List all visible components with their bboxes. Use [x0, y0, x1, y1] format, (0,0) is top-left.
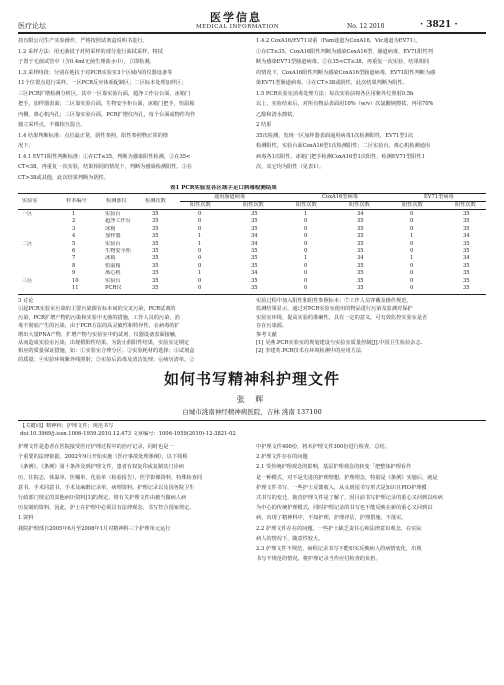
article-title: 如何书写精神科护理文件 [163, 370, 340, 388]
header-rule [18, 32, 486, 34]
table-cell-a2: 34 [251, 233, 258, 240]
text-line: 35次检测，发现一区加样器表面通用病毒1次检测阳性，EV71型1次 [256, 132, 414, 139]
text-line: 相应的质量保证措施，如：①实验室合理分区；②实验耗材的选择；③试剂盒 [18, 348, 195, 355]
table-row [18, 248, 486, 255]
text-line: 乙醇和清水擦拭。 [256, 111, 298, 118]
table-cell-a2: 35 [251, 248, 258, 254]
table-cell-a1: 0 [198, 255, 202, 262]
table-row [18, 211, 486, 218]
table-cell-a1: 0 [198, 218, 202, 225]
table-cell-pos: 恒温箱 [105, 262, 121, 269]
table-cell-pos: 实验台 [105, 240, 121, 247]
text-line: CT>38或其他，此次结果判断为阴性。 [18, 174, 110, 181]
table-cell-c2: 35 [463, 262, 470, 269]
table-cell-a1: 0 [198, 225, 202, 232]
text-line: [2] 李建英.PCR技术在环境检测中的应用方法. [256, 348, 363, 355]
table-cell-a1: 0 [198, 277, 202, 284]
table-cell-b2: 35 [357, 233, 364, 240]
article-affiliation: 白城市洮南神经精神病医院，吉林 洮南 137100 [182, 408, 322, 416]
table-cell-b1: 1 [304, 211, 308, 217]
text-line: 护理文件是患者在医院接受医疗护理过程中的治疗记录，同时也是一 [18, 444, 174, 450]
table-caption: 表1 PCR实验室各区域手足口病毒检测结果 [170, 185, 277, 191]
table-cell-area: 二区 [22, 240, 33, 247]
right-column-bottom [256, 442, 488, 564]
table-cell-a2: 35 [251, 255, 258, 262]
table-cell-no: 11 [72, 285, 79, 291]
table-cell-n: 35 [152, 255, 159, 262]
text-line: 检测阳性，实验台面CoxA16型1次检测阳性；二区实验台，离心机检测通用 [256, 143, 431, 149]
table-row [18, 285, 486, 292]
table-row [18, 226, 486, 233]
table-cell-a2: 35 [251, 277, 258, 284]
table-cell-a2: 35 [251, 285, 258, 291]
text-line: 监测结果显示，通过对PCR实验室使用的物品进行污染及监测对保护 [256, 306, 413, 313]
header-position: 检测部位 [106, 198, 127, 204]
table-cell-n: 35 [152, 240, 159, 247]
journal-title: 医学信息 [210, 11, 262, 24]
table-cell-no: 5 [72, 240, 76, 247]
header-area: 实验室 [22, 198, 38, 204]
text-line: 况下。 [18, 143, 34, 149]
text-line: 为中心的传统护理模式，同时护理记录的书写也不能反映在新的重心又回到以 [256, 505, 433, 512]
table-cell-no: 10 [72, 277, 79, 284]
table-cell-a1: 0 [198, 248, 202, 254]
left-column-bottom [18, 442, 246, 534]
text-line: 1.4 结果判断标准：点位最正常，阴性参照，阳性参照物正常的情 [18, 132, 168, 139]
table-cell-no: 7 [72, 255, 76, 262]
table-cell-c2: 34 [463, 255, 470, 262]
table-cell-no: 8 [72, 262, 76, 269]
table-cell-c1: 0 [410, 218, 414, 225]
table-cell-b2: 35 [357, 248, 364, 254]
text-line: 参考文献 [256, 331, 277, 338]
table-cell-b2: 34 [357, 211, 364, 217]
table-cell-b2: 35 [357, 285, 364, 291]
table-cell-a2: 35 [251, 211, 258, 217]
text-line: CT<38，再重复一次实验，结果相同的情况下，判断为感染检测阳性。③在 [18, 164, 193, 170]
table-subgroup-rule [180, 201, 486, 202]
text-line: 内侧，离心机内孔；三区靠实验台面，PCR扩增仪内孔，每个台面或物件均作 [18, 111, 196, 118]
table-cell-n: 35 [152, 211, 159, 217]
table-row [18, 233, 486, 240]
left-column-top [18, 36, 246, 183]
table-cell-a1: 1 [198, 233, 202, 240]
table-cell-c1: 0 [410, 262, 414, 269]
text-line: 个重要的法律依据。2002年9月开始实施《医疗事故处理条例》，以下简称 [18, 454, 188, 461]
table-cell-c1: 1 [410, 255, 414, 262]
table-cell-a2: 34 [251, 240, 258, 247]
text-line: 独立采样点，不做相互混合。 [18, 122, 86, 128]
table-cell-no: 1 [72, 211, 76, 217]
text-line: 以上，实验结束后，对所有物品表面用10%（w/v）次氯酸钠擦拭，再用70% [256, 101, 434, 107]
header-neg-1: 阴性次数 [243, 202, 264, 208]
text-line: 存在污染源。 [256, 323, 288, 330]
text-line: 病，出现了精神科中，不知护理，护理评估，护理措施，不落实。 [256, 515, 407, 522]
text-line: 2.2 护理文件存在的问题，一些护士缺乏责任心和法律意识观念，在实际 [256, 525, 422, 532]
header-neg-3: 阴性次数 [455, 202, 476, 208]
table-cell-c2: 35 [463, 270, 470, 277]
table-cell-a2: 35 [251, 218, 258, 225]
table-cell-n: 35 [152, 262, 159, 269]
table-cell-a1: 0 [198, 285, 202, 291]
header-count: 检测次数 [145, 198, 166, 204]
table-cell-a2: 35 [251, 225, 258, 232]
table-cell-pos: 冰箱 [105, 225, 116, 232]
article-author: 张 辉 [236, 395, 268, 404]
text-line: 1.资料 [18, 515, 34, 522]
table-cell-c1: 0 [410, 248, 414, 254]
table-bottom-rule [18, 294, 486, 295]
text-line: 1.5 PCR实验室消毒处理方法：每次实验前将各区用紫外灯照射0.5h [256, 90, 414, 97]
table-cell-c2: 34 [463, 233, 470, 240]
issue-number: No. 12 2010 [347, 23, 385, 30]
table-row [18, 278, 486, 285]
text-line: 引起PCR实验室污染的主要污染源有标本间的交叉污染，PCR试剂的 [18, 306, 176, 313]
text-line: 的情况下，CoxA16阳性判断为感染CoxA16型肠道病毒，EV71阳性判断为感 [256, 69, 436, 76]
text-line: 书写不规范的情况，将护理记录当作应付检查的负担。 [256, 556, 381, 563]
text-line: 2.护理文件存在的问题 [256, 454, 308, 461]
table-cell-c2: 35 [463, 211, 470, 217]
text-line: 污染，PCR扩增产物的污染和实验中无菌的措施，工作人员的污染，消 [18, 314, 180, 321]
header-pos-1: 阳性次数 [190, 202, 211, 208]
page-number: · 3821 · [420, 20, 458, 30]
text-line: 次，其它均为阴性（见表1）。 [256, 164, 325, 170]
table-cell-n: 35 [152, 277, 159, 284]
abstract-rule [18, 420, 486, 421]
table-cell-b2: 35 [357, 240, 364, 247]
text-line: 历复制的资料。因此，护士在护理中必须具有法律观念，书写符合国家规定。 [18, 505, 195, 512]
table-cell-a2: 34 [251, 270, 258, 277]
header-pos-2: 阳性次数 [296, 202, 317, 208]
table-cell-c2: 35 [463, 240, 470, 247]
header-neg-2: 阴性次数 [349, 202, 370, 208]
text-line: 3 讨论 [18, 298, 34, 304]
table-cell-c2: 35 [463, 248, 470, 254]
header-group-coxa16: CoxA16型病毒 [322, 194, 358, 200]
table-cell-b2: 35 [357, 225, 364, 232]
table-header-rule [18, 209, 486, 210]
table-cell-c2: 35 [463, 285, 470, 291]
table-cell-pos: PCR仪 [105, 285, 122, 291]
table-cell-b2: 35 [357, 262, 364, 269]
table-cell-n: 35 [152, 285, 159, 291]
table-cell-pos: 超净工作台 [105, 218, 131, 225]
table-cell-n: 35 [152, 233, 159, 240]
table-body [18, 211, 486, 293]
text-line: 我院护理部自2005年6月至2008年1月对精神科三个护理单元运行 [18, 525, 171, 532]
table-row [18, 218, 486, 225]
text-line: 1.2 采样方法：用无菌拭子对照采样的部分进行面拭采样，将拭 [18, 48, 163, 55]
table-cell-a1: 0 [198, 262, 202, 269]
table-cell-b1: 0 [304, 262, 308, 269]
table-cell-c1: 0 [410, 270, 414, 277]
table-cell-a1: 1 [198, 240, 202, 247]
text-line: 1.3 采样時段：分别在地抗于对PCR实验室3个区域内的仪器设备等 [18, 69, 173, 76]
text-line: 技有限公司生产实验操作，严格按照试剂盒说明书进行。 [18, 38, 148, 44]
text-line: 是一种模式，对不是先进的护理理想，护理理念，特别是《条例》实施后，就是 [256, 474, 438, 481]
table-cell-a1: 0 [198, 211, 202, 217]
table-cell-c1: 0 [410, 225, 414, 232]
table-cell-no: 2 [72, 218, 76, 225]
table-cell-area: 一区 [22, 211, 33, 217]
table-cell-b2: 35 [357, 270, 364, 277]
table-cell-c1: 0 [410, 285, 414, 291]
table-cell-no: 3 [72, 225, 76, 232]
table-cell-c1: 0 [410, 277, 414, 284]
journal-title-en: MEDICAL INFORMATION [196, 24, 280, 30]
text-line: 1.4.2 CoxA16/EV71双重（Fam通道为CoxA16，Vic通道为EV71）。 [256, 38, 421, 44]
text-line: 意书，手术同意书，手术及麻醉记录单，病理资料，护理记录以及国务院卫生 [18, 484, 195, 491]
right-column-mid [256, 297, 488, 356]
table-cell-b1: 0 [304, 270, 308, 277]
table-cell-pos: 冰箱 [105, 255, 116, 262]
table-cell-n: 35 [152, 248, 159, 254]
text-line: 从而造成实验室污染，出现假阳性结果。为防止假阳性结果，实验室定期定 [18, 340, 190, 347]
table-cell-b2: 35 [357, 277, 364, 284]
table-cell-c1: 0 [410, 240, 414, 247]
text-line: ①在CT≤35，CoxA16阳性判断为感染CoxA16型、肠道病毒，EV71阳性判 [256, 48, 433, 55]
header-pos-3: 阳性次数 [402, 202, 423, 208]
text-line: 历，住院志，体温单，医嘱单，化验单（检验报告），医学影像资料，特殊检查同 [18, 474, 203, 481]
text-line: 病毒各1次阳性，冰箱门把手检测CoxA16型1次阳性，检测EV71型阳性1 [256, 153, 425, 160]
table-cell-pos: 加样器 [105, 233, 121, 240]
text-line: 把手，加样器表面；二区靠实验台面，生物安全柜台面，冰箱门把手，恒温箱 [18, 101, 195, 107]
table-cell-area: 三区 [22, 277, 33, 284]
text-line: 1.4.1 EV71阳性判断标准：①在CT≤35，判断为感染阳性检测，②在35< [18, 153, 191, 160]
text-line: 增出大量PNA产物，扩增产物与实验室中的试剂，仪器设备表面接触， [18, 331, 181, 338]
text-line: 实验室环境，提高实验的准确性，具有一定的意义，可有效监控实验室是否 [256, 314, 428, 321]
text-line: [1] 吴燕.PCR实验室的规划建设与实验室质量控制[J].中国卫生检验杂志. [256, 340, 423, 347]
table-cell-b1: 0 [304, 218, 308, 225]
text-line: 中护理文件400份，将未护理文件300份进行检查，总结。 [256, 444, 390, 450]
table-cell-pos: 实验台 [105, 211, 121, 217]
text-line: 断为感染EV71型肠道病毒。②在35<CT≤38，再重复一次实验，结果相同 [256, 59, 430, 65]
table-cell-b1: 0 [304, 233, 308, 240]
section-label: 医疗论坛 [18, 22, 46, 30]
table-cell-b2: 34 [357, 255, 364, 262]
table-cell-b1: 0 [304, 248, 308, 254]
text-line: 三区PCR扩增检测分析区。其中一区靠实验台面，超净工作台台面，冰箱门 [18, 90, 191, 97]
table-cell-b1: 0 [304, 240, 308, 247]
article-meta: doi:10.3969/j.issn.1006-1959.2010.12.473 文章编号：1006-1959(2010)-12-3821-02 [20, 431, 236, 437]
table-cell-n: 35 [152, 225, 159, 232]
text-line: 染EV71型肠道病毒。③在CT>38或阴性，此次结果判断为阴性。 [256, 80, 408, 86]
table-cell-pos: 生物安全柜 [105, 248, 131, 254]
text-line: 实验过程中加入阳性和阴性参照标本；⑦工作人员穿戴及操作规范。 [256, 298, 412, 304]
text-line: 2.1 受传统护理观念的影响，基层护理观念的转变「把整体护理看作 [256, 464, 412, 471]
text-line: 护理文件书写，一些护士反馈收入，从头到尾书写形式是知识且PIO护理模 [256, 484, 427, 491]
table-cell-b1: 1 [304, 255, 308, 262]
left-column-mid [18, 297, 246, 364]
table-cell-c1: 0 [410, 211, 414, 217]
header-group-general: 通用肠道病毒 [214, 194, 246, 200]
text-line: 病人的情况下，随意性较大。 [256, 535, 324, 542]
table-row [18, 263, 486, 270]
table-cell-c2: 35 [463, 277, 470, 284]
table-cell-c2: 35 [463, 225, 470, 232]
text-line: 《条例》。《条例》第十条涉及到护理文件，患者有权复印或复制其门诊病 [18, 464, 184, 471]
table-cell-no: 6 [72, 248, 76, 254]
text-line: 2 结果 [256, 122, 272, 128]
table-cell-b1: 0 [304, 277, 308, 284]
table-cell-pos: 离心机 [105, 270, 121, 277]
text-line: 11个位置点进行采样。一区PCR反应体系配制区；二区标本处理加样区； [18, 80, 187, 86]
table-cell-c2: 35 [463, 218, 470, 225]
table-row [18, 255, 486, 262]
text-line: 毒不彻底产生的污染。由于PCR方法的高灵敏性和特异性，在病毒的扩 [18, 323, 180, 330]
header-sample: 样本编号 [66, 198, 87, 204]
header-group-ev71: EV71型病毒 [424, 194, 454, 200]
table-cell-no: 4 [72, 233, 76, 240]
table-cell-c1: 1 [410, 233, 414, 240]
table-cell-b1: 0 [304, 285, 308, 291]
table-cell-a1: 1 [198, 270, 202, 277]
table-row [18, 270, 486, 277]
table-cell-pos: 实验台 [105, 277, 121, 284]
table-cell-b1: 0 [304, 225, 308, 232]
text-line: 行政部门规定的其他病历资料[1]的规定，将有关护理文件由被当做病人病 [18, 495, 187, 502]
text-line: 2.3 护理文件不规范，病程记录书写不能如实反映病人的病情变化，出现 [256, 546, 422, 553]
table-cell-b2: 35 [357, 218, 364, 225]
text-line: 的质量；④实验环境紫外线照射；⑤实验后消毒及清洁处理；⑥病历清单。② [18, 356, 195, 363]
right-column-top [256, 36, 488, 173]
table-cell-a2: 35 [251, 262, 258, 269]
table-row [18, 241, 486, 248]
article-keywords: 【关键词】精神科；护理文件；规范书写 [20, 423, 114, 429]
table-cell-n: 35 [152, 218, 159, 225]
table-top-rule [18, 193, 486, 194]
table-cell-n: 35 [152, 270, 159, 277]
text-line: 式书写的变迁，拖沓护理文件是了解了，因目前书写护理记录的重心又回到以疾病 [256, 495, 443, 502]
table-cell-no: 9 [72, 270, 76, 277]
text-line: 子置于无菌试管中（含0.4ml无菌生理盐水中），立即检测。 [18, 59, 155, 65]
